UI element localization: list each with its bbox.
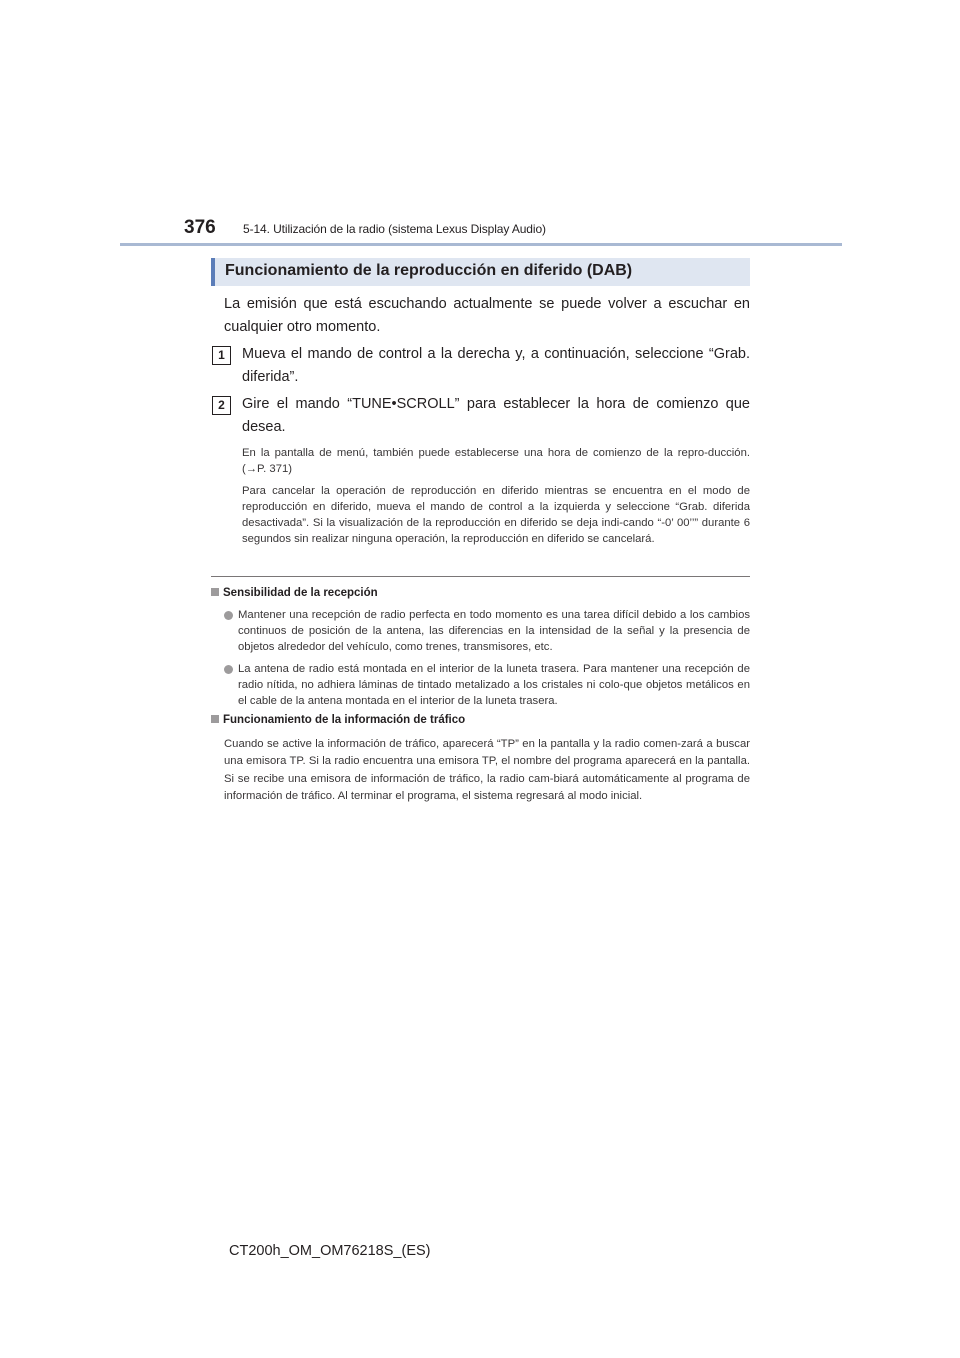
info-heading xyxy=(211,714,465,726)
info-heading-text: Funcionamiento de la información de tráfico xyxy=(223,714,466,726)
document-code: CT200h_OM_OM76218S_(ES) xyxy=(229,1243,431,1259)
intro-paragraph: La emisión que está escuchando actualmente se puede volver a escuchar en cualquier otro momento. xyxy=(224,296,750,335)
square-bullet-icon xyxy=(211,588,219,596)
step-number-badge: 1 xyxy=(212,346,231,365)
circle-bullet-icon xyxy=(224,665,233,674)
step-text: Gire el mando “TUNE•SCROLL” para establecer la hora de comienzo que desea. xyxy=(242,396,750,435)
section-title: Funcionamiento de la reproducción en diferido (DAB) xyxy=(225,262,633,279)
page-number: 376 xyxy=(184,217,216,238)
section-heading-bar xyxy=(211,258,750,286)
step-number-badge: 2 xyxy=(212,396,231,415)
info-divider xyxy=(211,576,750,577)
step-text: Mueva el mando de control a la derecha y, a continuación, seleccione “Grab. diferida”. xyxy=(242,346,750,385)
note-paragraph: Para cancelar la operación de reproducción en diferido mientras se encuentra en el modo de reproducción en diferido, mueva el mando de control a la izquierda y seleccione “Grab. diferida desactivada”. Si la visualización de la reproducción en diferido se deja indi-cando “-0’ 00’’” durante 6 segundos sin realizar ninguna operación, la reproducción en diferido se cancelará. xyxy=(242,485,750,545)
bullet-text: La antena de radio está montada en el interior de la luneta trasera. Para mantener una recepción de radio nítida, no adhiera láminas de tintado metalizado a los cristales ni colo-que objetos metálicos en el cable de la antena montada en el interior de la luneta trasera. xyxy=(238,663,750,707)
running-head: 5-14. Utilización de la radio (sistema Lexus Display Audio) xyxy=(243,222,546,236)
bullet-text: Mantener una recepción de radio perfecta en todo momento es una tarea difícil debido a los cambios continuos de posición de la antena, las diferencias en la intensidad de la señal y la presencia de objetos alrededor del vehículo, como trenes, transmisores, etc. xyxy=(238,609,750,653)
info-heading-text: Sensibilidad de la recepción xyxy=(223,587,378,599)
note-paragraph: En la pantalla de menú, también puede establecerse una hora de comienzo de la repro-ducción. (→P. 371) xyxy=(242,447,750,475)
header-divider xyxy=(120,243,842,246)
circle-bullet-icon xyxy=(224,611,233,620)
square-bullet-icon xyxy=(211,715,219,723)
info-paragraph: Cuando se active la información de tráfico, aparecerá “TP” en la pantalla y la radio comen-zará a buscar una emisora TP. Si la radio encuentra una emisora TP, el nombre del programa aparecerá en la pantalla. Si se recibe una emisora de información de tráfico, la radio cam-biará automáticamente al programa de información de tráfico. Al terminar el programa, el sistema regresará al modo inicial. xyxy=(224,738,750,803)
info-heading xyxy=(211,587,378,599)
